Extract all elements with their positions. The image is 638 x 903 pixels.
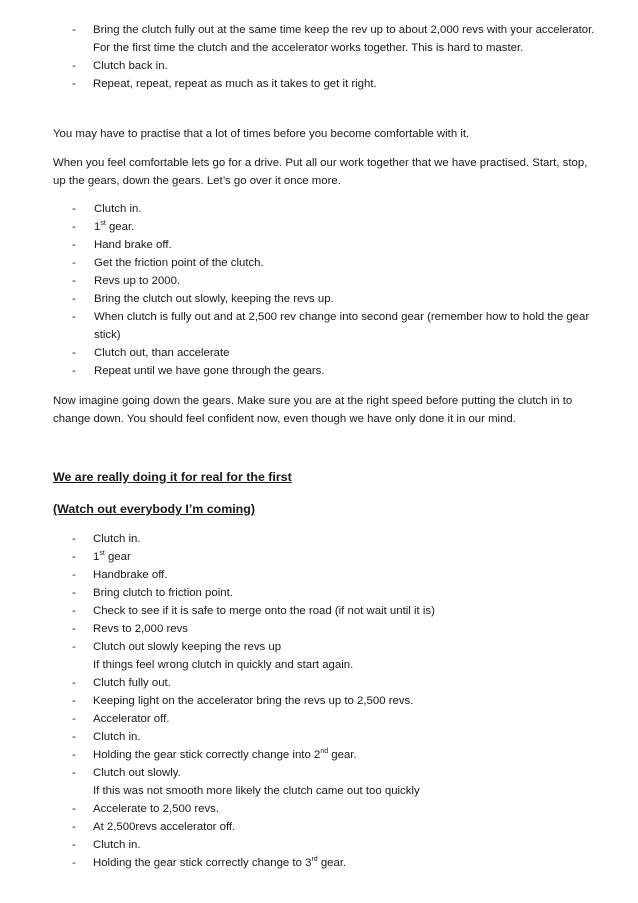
list-item-text: Bring the clutch out slowly, keeping the revs up.: [94, 293, 334, 305]
list-item: [0, 584, 638, 602]
list-dash: -: [72, 347, 76, 359]
list-dash: -: [72, 275, 76, 287]
list-item: [0, 57, 638, 75]
list-dash: -: [72, 78, 76, 90]
paragraph-drive: When you feel comfortable lets go for a drive. Put all our work together that we have practised. Start, stop, up the gears, down the gears. Let’s go over it once more.: [53, 157, 588, 187]
list-item-note: [0, 782, 638, 800]
ordinal-suffix: nd: [320, 748, 329, 755]
list-item-note-text: If this was not smooth more likely the clutch came out too quickly: [93, 785, 420, 797]
ordinal-suffix: st: [100, 220, 106, 227]
list-dash: -: [72, 731, 76, 743]
list-item-text: Clutch out slowly keeping the revs up: [93, 641, 282, 653]
list-item-text: Clutch out slowly.: [93, 767, 181, 779]
list-item-post: gear.: [317, 857, 347, 869]
list-dash: -: [72, 257, 76, 269]
list-item-text: Handbrake off.: [93, 569, 168, 581]
list-item-text: Repeat, repeat, repeat as much as it takes to get it right.: [93, 78, 377, 90]
list-item: [0, 548, 638, 566]
list-dash: -: [72, 60, 76, 72]
list-item: [0, 272, 638, 290]
list-dash: -: [72, 569, 76, 581]
section-heading: We are really doing it for real for the first: [53, 470, 292, 484]
ordinal-suffix: rd: [311, 856, 318, 863]
list-item: [0, 854, 638, 872]
list-dash: -: [72, 221, 76, 233]
list-item: [0, 566, 638, 584]
list-item-text: [93, 857, 346, 869]
list-item: [0, 75, 638, 93]
list-dash: -: [72, 533, 76, 545]
list-item-text: Clutch in.: [93, 731, 141, 743]
list-dash: -: [72, 821, 76, 833]
list-item-text: Accelerator off.: [93, 713, 170, 725]
list-item-text: At 2,500revs accelerator off.: [93, 821, 236, 833]
list-item-text: When clutch is fully out and at 2,500 rev change into second gear (remember how to hold the gear stick): [94, 311, 590, 341]
list-item-text: [93, 551, 131, 563]
list-item-rest: gear.: [105, 221, 135, 233]
list-item-note-text: If things feel wrong clutch in quickly and start again.: [93, 659, 354, 671]
list-item-text: Repeat until we have gone through the gears.: [94, 365, 325, 377]
list-item: [0, 530, 638, 548]
list-item-text: [94, 221, 134, 233]
list-dash: -: [72, 587, 76, 599]
list-item-text: Revs to 2,000 revs: [93, 623, 188, 635]
list-dash: -: [72, 839, 76, 851]
instruction-list-clutch-practice: [0, 21, 638, 93]
instruction-list-drive-review: [0, 200, 638, 380]
list-item-text: Bring the clutch fully out at the same time keep the rev up to about 2,000 revs with your accelerator. For the first time the clutch and the accelerator works together. This is hard to master.: [93, 24, 595, 54]
list-dash: -: [72, 239, 76, 251]
list-item: [0, 620, 638, 638]
list-item: [0, 308, 638, 344]
ordinal-number: 1: [94, 221, 101, 233]
list-item: [0, 692, 638, 710]
list-item-text: Clutch fully out.: [93, 677, 171, 689]
list-item: [0, 674, 638, 692]
section-subheading: (Watch out everybody I’m coming): [53, 502, 255, 516]
list-item-note: [0, 656, 638, 674]
list-item: [0, 254, 638, 272]
list-item-text: Clutch in.: [93, 839, 141, 851]
list-item: [0, 746, 638, 764]
ordinal-suffix: st: [99, 550, 105, 557]
list-item: [0, 764, 638, 782]
list-dash: -: [72, 857, 76, 869]
list-dash: -: [72, 749, 76, 761]
list-dash: -: [72, 803, 76, 815]
list-item-text: Clutch back in.: [93, 60, 168, 72]
list-dash: -: [72, 203, 76, 215]
list-item-text: Keeping light on the accelerator bring the revs up to 2,500 revs.: [93, 695, 414, 707]
instruction-list-real-drive: [0, 530, 638, 872]
list-item: [0, 800, 638, 818]
paragraph-practise: You may have to practise that a lot of times before you become comfortable with it.: [53, 128, 470, 140]
list-item: [0, 218, 638, 236]
list-dash: -: [72, 695, 76, 707]
list-item: [0, 638, 638, 656]
list-item: [0, 236, 638, 254]
list-item-text: Accelerate to 2,500 revs.: [93, 803, 219, 815]
list-item-text: Bring clutch to friction point.: [93, 587, 233, 599]
paragraph-down-gears: Now imagine going down the gears. Make sure you are at the right speed before putting the clutch in to change down. You should feel confident now, even though we have only done it in our mind.: [53, 395, 573, 425]
list-dash: -: [72, 767, 76, 779]
list-item: [0, 710, 638, 728]
ordinal-number: 1: [93, 551, 100, 563]
list-item: [0, 21, 638, 57]
list-item-text: Clutch in.: [94, 203, 142, 215]
list-item-text: Clutch out, than accelerate: [94, 347, 230, 359]
list-item-pre: Holding the gear stick correctly change into 2: [93, 749, 321, 761]
list-item-pre: Holding the gear stick correctly change to 3: [93, 857, 312, 869]
list-item-text: Hand brake off.: [94, 239, 172, 251]
list-item-text: Revs up to 2000.: [94, 275, 181, 287]
list-item: [0, 290, 638, 308]
list-item-text: Clutch in.: [93, 533, 141, 545]
list-item-post: gear.: [328, 749, 357, 761]
list-dash: -: [72, 641, 76, 653]
list-dash: -: [72, 551, 76, 563]
list-item-text: Get the friction point of the clutch.: [94, 257, 264, 269]
list-item: [0, 818, 638, 836]
list-item-text: [93, 749, 357, 761]
list-dash: -: [72, 623, 76, 635]
list-dash: -: [72, 24, 76, 36]
list-dash: -: [72, 293, 76, 305]
list-dash: -: [72, 713, 76, 725]
list-dash: -: [72, 677, 76, 689]
list-dash: -: [72, 311, 76, 323]
list-item-rest: gear: [104, 551, 131, 563]
list-item: [0, 836, 638, 854]
list-item-text: Check to see if it is safe to merge onto the road (if not wait until it is): [93, 605, 435, 617]
list-item: [0, 728, 638, 746]
list-item: [0, 344, 638, 362]
list-dash: -: [72, 605, 76, 617]
list-item: [0, 602, 638, 620]
list-item: [0, 362, 638, 380]
list-item: [0, 200, 638, 218]
list-dash: -: [72, 365, 76, 377]
